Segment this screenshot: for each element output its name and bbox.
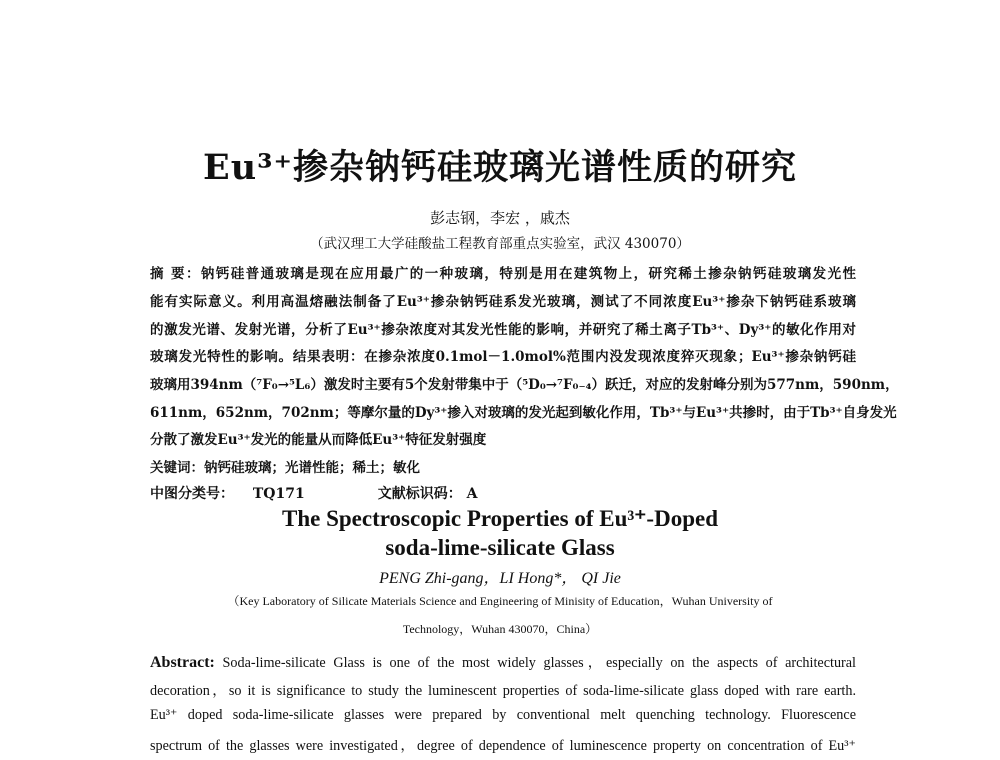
abstract-label: Abstract: (150, 654, 215, 671)
abstract-line (150, 652, 856, 672)
chinese-title: Eu³⁺掺杂钠钙硅玻璃光谱性质的研究 (203, 147, 797, 188)
abstract-line: Eu³⁺ doped soda-lime-silicate glasses were prepared by conventional melt quenching technology. Fluorescence (150, 707, 856, 723)
class-value: TQ171 (252, 486, 305, 502)
english-authors: PENG Zhi-gang，LI Hong*， QI Jie (379, 570, 621, 587)
english-affiliation-line-1: （Key Laboratory of Silicate Materials Science and Engineering of Minisity of Education，Wuhan University of (227, 594, 773, 608)
abstract-line: 能有实际意义。利用高温熔融法制备了Eu³⁺掺杂钠钙硅系发光玻璃，测试了不同浓度Eu³⁺掺杂下钠钙硅系玻璃 (150, 294, 856, 310)
abstract-line: 玻璃发光特性的影响。结果表明：在掺杂浓度0.1mol－1.0mol%范围内没发现浓度猝灭现象；Eu³⁺掺杂钠钙硅 (150, 349, 856, 365)
chinese-authors: 彭志钢，李宏 ，戚杰 (430, 209, 570, 227)
english-title-line-2: soda-lime-silicate Glass (385, 535, 615, 560)
keywords: 钠钙硅玻璃；光谱性能；稀土；敏化 (204, 460, 420, 476)
doc-code-value: A (466, 486, 478, 502)
english-title-line-1: The Spectroscopic Properties of Eu³⁺-Doped (282, 506, 718, 531)
english-affiliation-line-2: Technology，Wuhan 430070，China） (402, 622, 598, 636)
abstract-text: Soda-lime-silicate Glass is one of the most widely glasses，especially on the aspects of architectural (222, 655, 857, 671)
class-label: 中图分类号： (150, 486, 234, 502)
classification-line (150, 483, 478, 503)
keywords-label: 关键词： (150, 460, 204, 476)
abstract-line: spectrum of the glasses were investigated，degree of dependence of luminescence property on concentration of Eu³⁺ (150, 738, 856, 754)
abstract-line: decoration，so it is significance to study the luminescent properties of soda-lime-silicate glass doped with rare earth. (150, 683, 856, 699)
abstract-line: 玻璃用394nm（⁷F₀→⁵L₆）激发时主要有5个发射带集中于（⁵D₀→⁷F₀₋₄）跃迁，对应的发射峰分别为577nm，590nm， (150, 377, 899, 393)
chinese-affiliation: （武汉理工大学硅酸盐工程教育部重点实验室，武汉 430070） (310, 236, 690, 252)
abstract-line: 的激发光谱、发射光谱，分析了Eu³⁺掺杂浓度对其发光性能的影响，并研究了稀土离子Tb³⁺、Dy³⁺的敏化作用对 (150, 322, 856, 338)
abstract-line (150, 262, 856, 282)
abstract-line: 611nm，652nm，702nm；等摩尔量的Dy³⁺掺入对玻璃的发光起到敏化作用，Tb³⁺与Eu³⁺共掺时，由于Tb³⁺自身发光 (150, 405, 897, 421)
abstract-text: 钠钙硅普通玻璃是现在应用最广的一种玻璃，特别是用在建筑物上，研究稀土掺杂钠钙硅玻璃发光性 (200, 266, 857, 282)
abstract-line: 分散了激发Eu³⁺发光的能量从而降低Eu³⁺特征发射强度 (150, 432, 487, 448)
keywords-line (150, 456, 856, 476)
abstract-label: 摘 要： (150, 266, 201, 282)
doc-code-label: 文献标识码： (377, 486, 462, 502)
